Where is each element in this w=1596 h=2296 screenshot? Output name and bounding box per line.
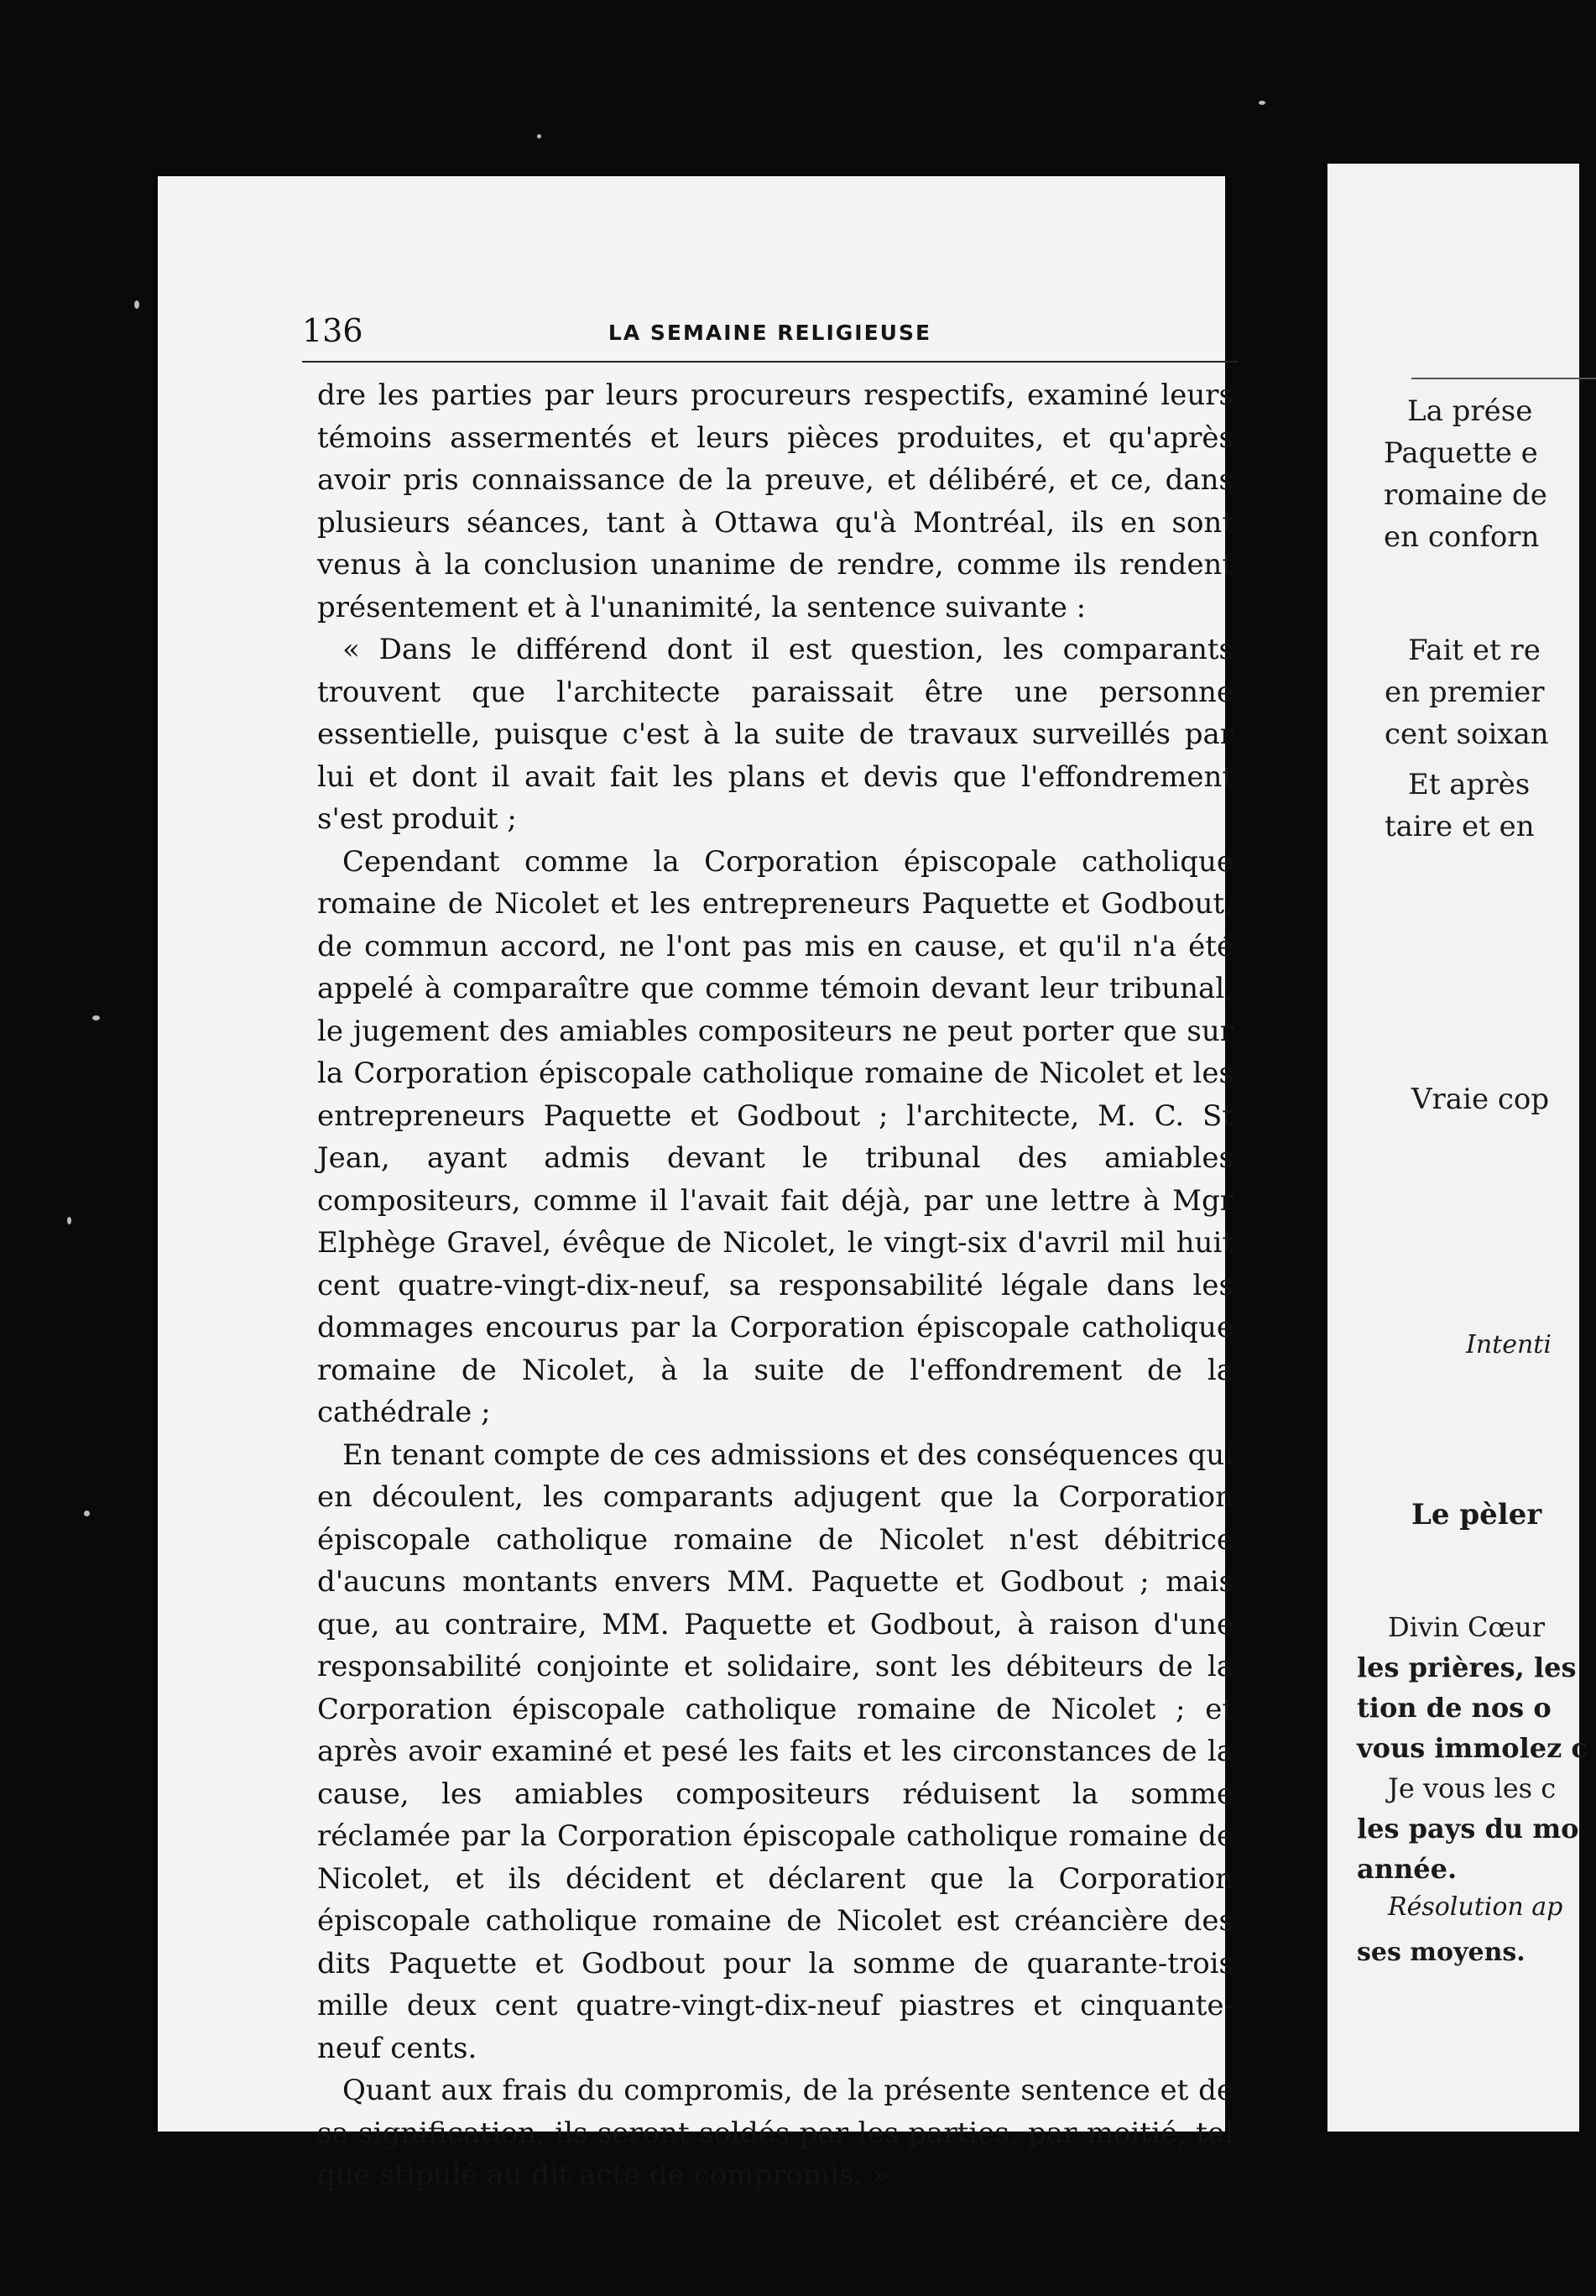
page-number: 136	[302, 312, 363, 349]
paragraph: « Dans le différend dont il est question, les comparants trouvent que l'architecte paraissait être une personne essentielle, puisque c'est à la suite de travaux surveillés par lui et dont il avait fait les plans et devis que l'effondrement s'est produit ;	[317, 633, 1234, 836]
line: Je vous les c	[1388, 1772, 1557, 1804]
line: Divin Cœur	[1388, 1611, 1546, 1643]
header-rule	[302, 361, 1238, 363]
line: cent soixan	[1385, 718, 1549, 751]
line: en conforn	[1384, 520, 1540, 554]
line: Résolution ap	[1388, 1892, 1563, 1922]
text-fragment	[1466, 1330, 1552, 1359]
right-page-fragment	[1327, 164, 1588, 2132]
film-speck	[92, 1015, 100, 1020]
line: Le pèler	[1411, 1498, 1542, 1532]
text-fragment	[1388, 1892, 1562, 1922]
text-fragment	[1411, 1078, 1549, 1120]
line: en premier	[1385, 676, 1545, 709]
line: Paquette e	[1384, 436, 1538, 470]
line: Et après	[1408, 768, 1531, 801]
film-speck	[134, 300, 139, 309]
running-title: LA SEMAINE RELIGIEUSE	[608, 321, 932, 345]
film-speck	[67, 1217, 71, 1224]
line: taire et en	[1385, 810, 1535, 843]
line: les prières, les	[1357, 1652, 1577, 1683]
left-page	[158, 176, 1234, 2192]
text-fragment	[1357, 1647, 1588, 1768]
paragraph: Cependant comme la Corporation épiscopale catholique romaine de Nicolet et les entrepreneurs Paquette et Godbout, de commun accord, ne l'ont pas mis en cause, et qu'il n'a été appelé à comparaître que comme témoin devant leur tribunal, le jugement des amiables compositeurs ne peut porter que sur la Corporation épiscopale catholique romaine de Nicolet et les entrepreneurs Paquette et Godbout ; l'architecte, M. C. St Jean, ayant admis devant le tribunal des amiables compositeurs, comme il l'avait fait déjà, par une lettre à Mgr Elphège Gravel, évêque de Nicolet, le vingt-six d'avril mil huit cent quatre-vingt-dix-neuf, sa responsabilité légale dans les dommages encourus par la Corporation épiscopale catholique romaine de Nicolet, à la suite de l'effondrement de la cathédrale ;	[317, 844, 1234, 1429]
line: Fait et re	[1408, 634, 1541, 667]
text-fragment	[1357, 1933, 1526, 1973]
section-heading	[1411, 1498, 1541, 1532]
line: romaine de	[1384, 478, 1547, 512]
text-fragment	[1385, 629, 1549, 755]
line: Vraie cop	[1411, 1083, 1550, 1116]
paragraph: dre les parties par leurs procureurs respectifs, examiné leurs témoins assermentés et leurs pièces produites, et qu'après avoir pris connaissance de la preuve, et délibéré, et ce, dans plusieurs séances, tant à Ottawa qu'à Montréal, ils en sont venus à la conclusion unanime de rendre, comme ils rendent présentement et à l'unanimité, la sentence suivante :	[317, 378, 1234, 624]
paragraph: Quant aux frais du compromis, de la présente sentence et de sa signification, ils seront soldés par les parties, par moitié, tel que stipulé au dit acte de compromis. »	[317, 2074, 1234, 2192]
film-speck	[84, 1511, 90, 1516]
body-text	[317, 374, 1234, 2197]
line: tion de nos o	[1357, 1692, 1552, 1724]
header-rule	[1411, 378, 1596, 379]
film-speck	[1259, 101, 1265, 105]
paragraph: En tenant compte de ces admissions et des conséquences qui en découlent, les comparants adjugent que la Corporation épiscopale catholique romaine de Nicolet n'est débitrice d'aucuns montants envers MM. Paquette et Godbout ; mais que, au contraire, MM. Paquette et Godbout, à raison d'une responsabilité conjointe et solidaire, sont les débiteurs de la Corporation épiscopale catholique romaine de Nicolet ; et après avoir examiné et pesé les faits et les circonstances de la cause, les amiables compositeurs réduisent la somme réclamée par la Corporation épiscopale catholique romaine de Nicolet, et ils décident et déclarent que la Corporation épiscopale catholique romaine de Nicolet est créancière des dits Paquette et Godbout pour la somme de quarante-trois mille deux cent quatre-vingt-dix-neuf piastres et cinquante-neuf cents.	[317, 1438, 1234, 2065]
line: Intenti	[1466, 1330, 1552, 1359]
line: vous immolez c	[1357, 1732, 1588, 1764]
text-fragment	[1385, 764, 1535, 848]
text-fragment	[1384, 390, 1547, 558]
text-fragment	[1388, 1607, 1545, 1647]
text-fragment	[1388, 1768, 1556, 1808]
running-head	[302, 305, 1238, 373]
line: année.	[1357, 1853, 1458, 1885]
line: ses moyens.	[1357, 1938, 1526, 1967]
line: les pays du mo	[1357, 1813, 1579, 1845]
film-speck	[537, 134, 541, 138]
text-fragment	[1357, 1808, 1579, 1889]
line: La prése	[1407, 394, 1533, 428]
